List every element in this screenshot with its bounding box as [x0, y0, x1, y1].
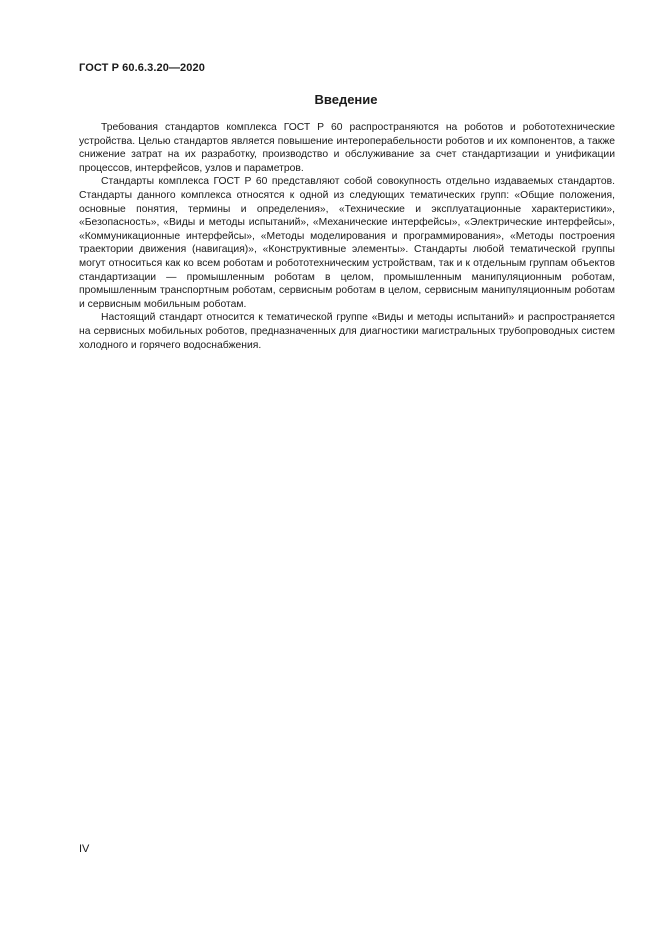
section-body: [79, 121, 615, 352]
section-title: Введение: [314, 92, 378, 107]
page-number: IV: [79, 843, 90, 855]
paragraph: Требования стандартов комплекса ГОСТ Р 60 распространяются на роботов и робототехнические устройства. Целью стандартов является повышение интероперабельности роботов и их компонентов, а также снижение затрат на их разработку, производство и обслуживание за счет стандартизации и унификации процессов, интерфейсов, узлов и параметров.: [79, 122, 615, 174]
paragraph: Стандарты комплекса ГОСТ Р 60 представляют собой совокупность отдельно издаваемых стандартов. Стандарты данного комплекса относятся к одной из следующих тематических групп: «Общие положения, основные понятия, термины и определения», «Технические и эксплуатационные характеристики», «Безопасность», «Виды и методы испытаний», «Механические интерфейсы», «Электрические интерфейсы», «Коммуникационные интерфейсы», «Методы моделирования и программирования», «Методы построения траектории движения (навигация)», «Конструктивные элементы». Стандарты любой тематической группы могут относиться как ко всем роботам и робототехническим устройствам, так и к отдельным группам объектов стандартизации — промышленным роботам в целом, промышленным манипуляционным роботам, промышленным транспортным роботам, сервисным роботам в целом, сервисным манипуляционным роботам и сервисным мобильным роботам.: [79, 176, 615, 310]
document-standard-id: ГОСТ Р 60.6.3.20—2020: [79, 62, 205, 74]
paragraph: Настоящий стандарт относится к тематической группе «Виды и методы испытаний» и распространяется на сервисных мобильных роботов, предназначенных для диагностики магистральных трубопроводных систем холодного и горячего водоснабжения.: [79, 312, 615, 351]
